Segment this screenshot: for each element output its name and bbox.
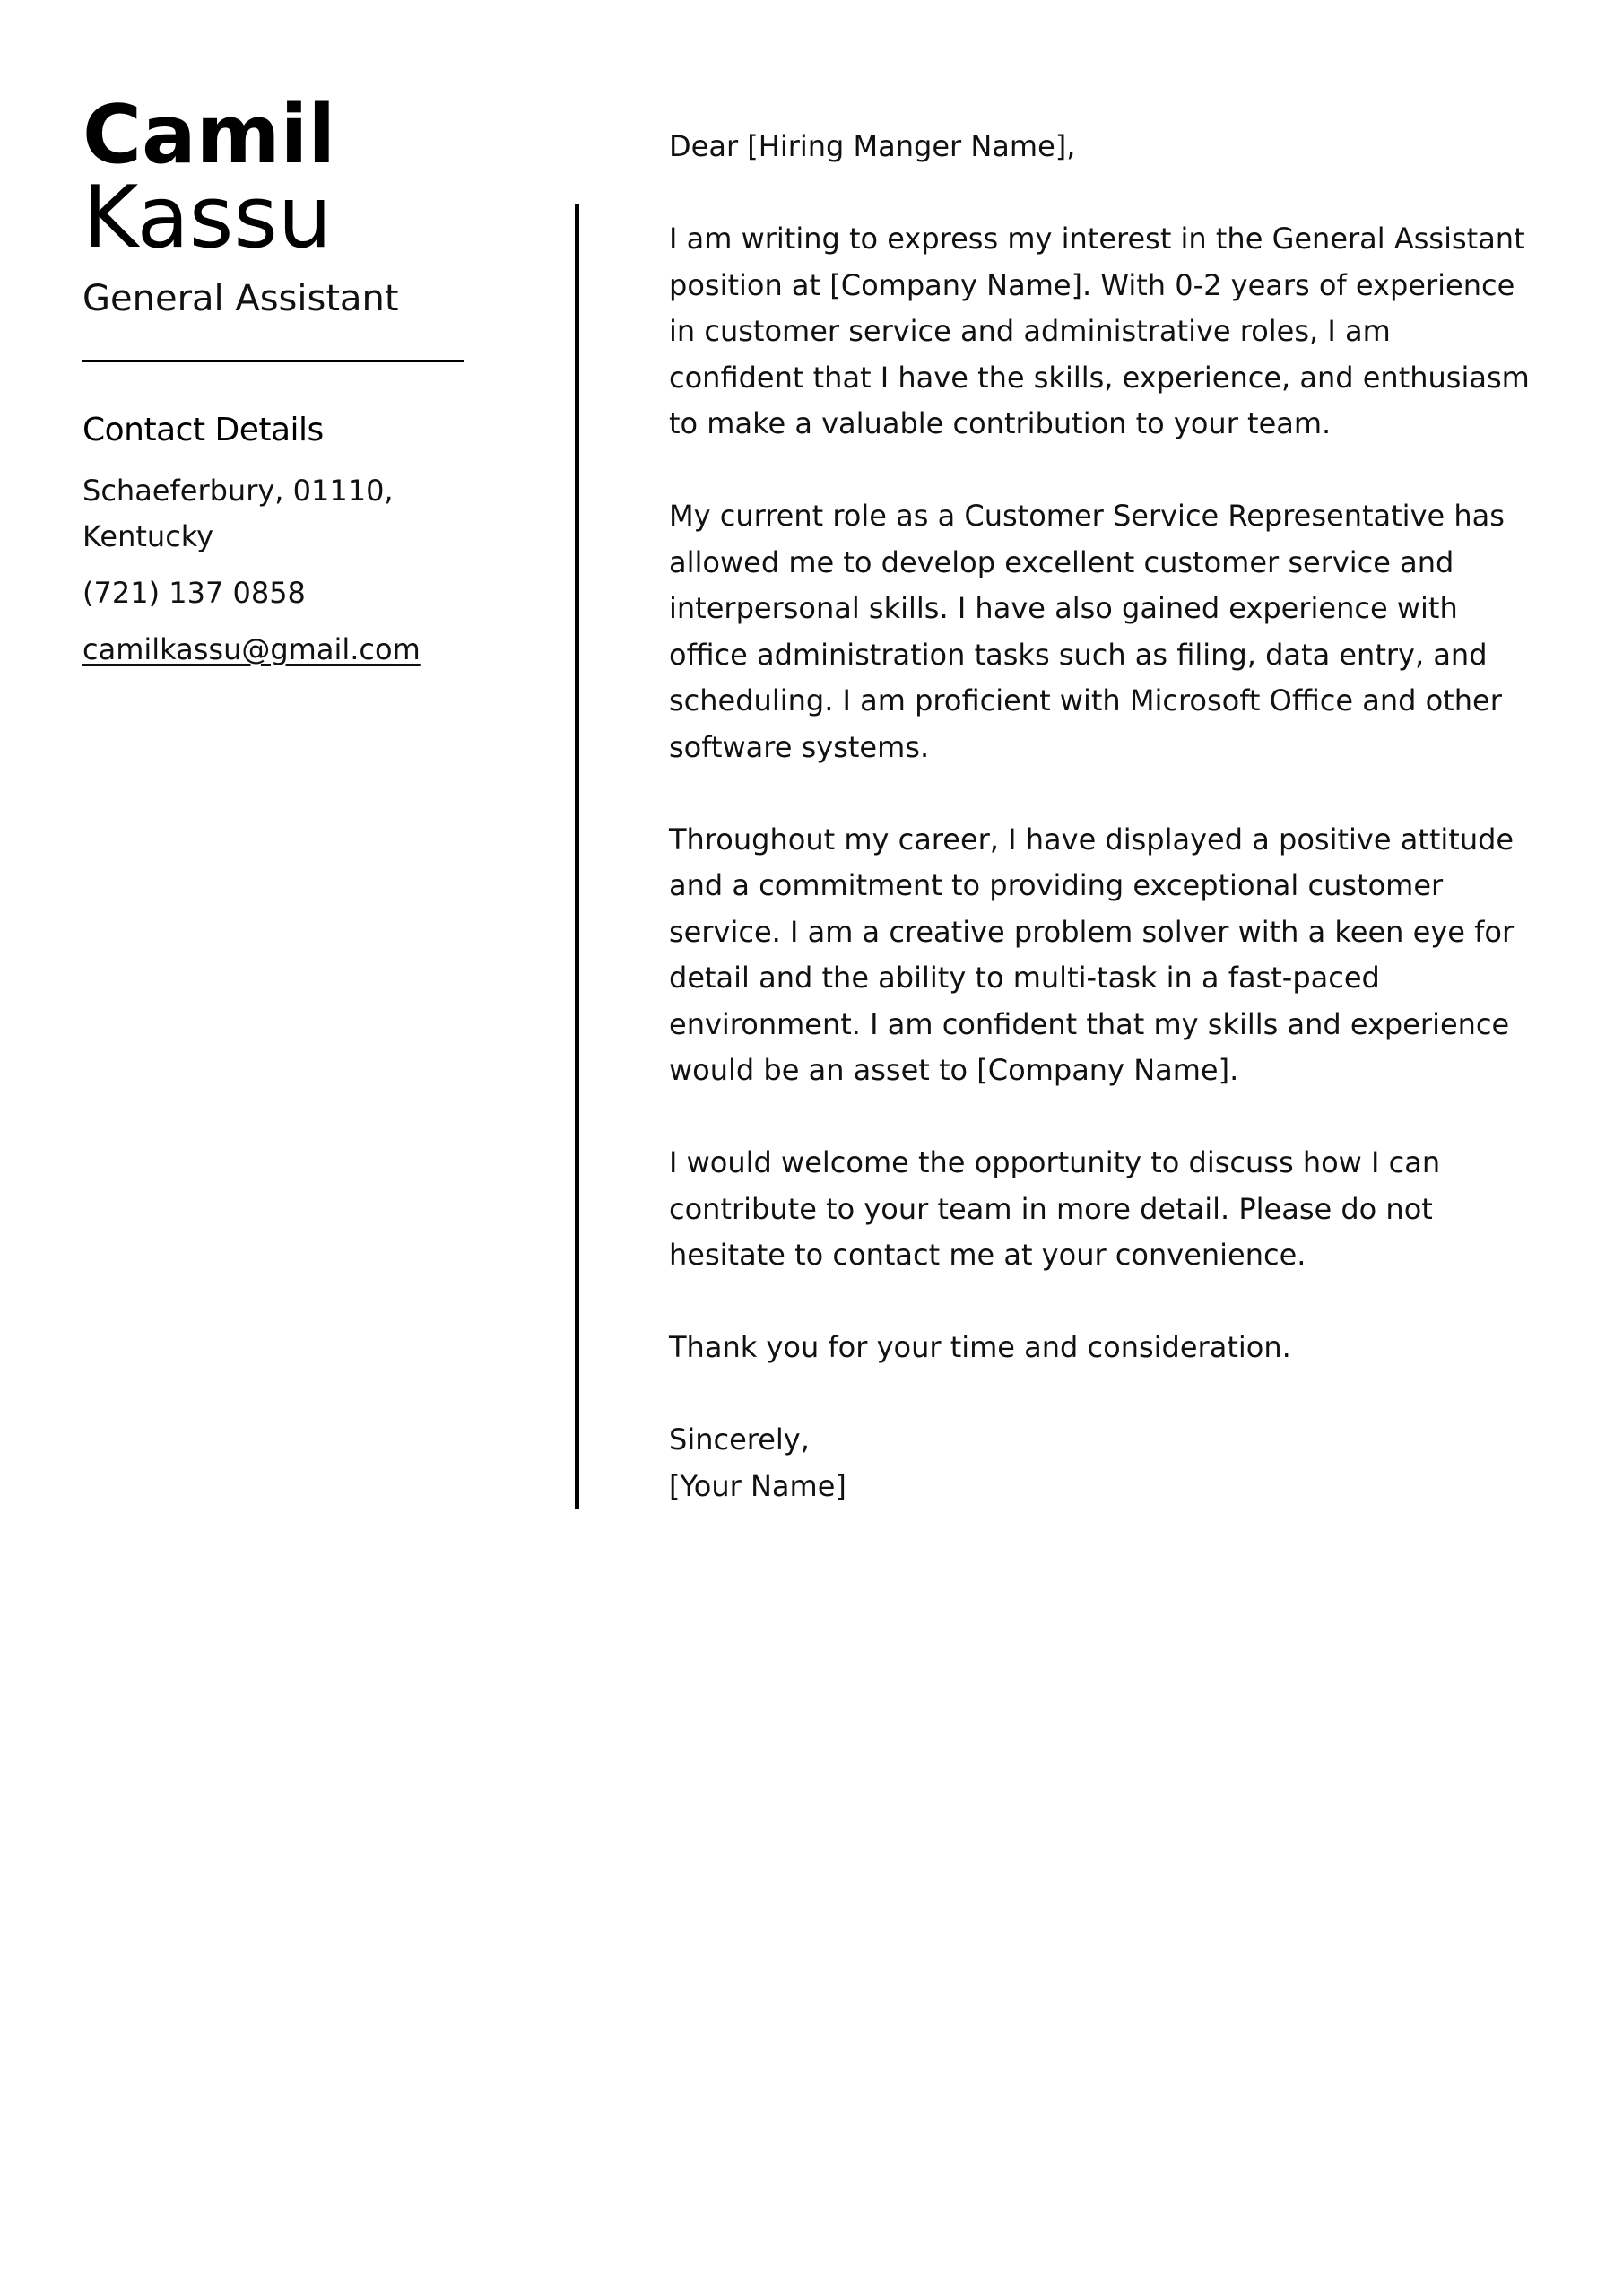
last-name: Kassu <box>82 169 333 267</box>
first-name: Camil <box>82 88 336 182</box>
contact-phone: (721) 137 0858 <box>82 576 306 610</box>
letter-paragraph: Thank you for your time and consideration. <box>669 1330 1291 1364</box>
letter-paragraph: I am writing to express my interest in the General Assistant position at [Company Name]. With 0-2 years of experience in customer service and administrative roles, I am confident that I have the skills, experience, and enthusiasm to make a valuable contribution to your team. <box>669 222 1530 440</box>
contact-details-heading: Contact Details <box>82 412 324 448</box>
sidebar-divider <box>82 360 464 362</box>
job-title: General Assistant <box>82 278 399 319</box>
letter-paragraph: I would welcome the opportunity to discuss how I can contribute to your team in more detail. Please do not hesitate to contact me at your convenience. <box>669 1145 1441 1272</box>
letter-greeting: Dear [Hiring Manger Name], <box>669 129 1076 163</box>
letter-closing: Sincerely, <box>669 1422 810 1457</box>
sidebar <box>82 88 468 673</box>
letter-signature: [Your Name] <box>669 1468 846 1503</box>
letter-paragraph: My current role as a Customer Service Representative has allowed me to develop excellent customer service and interpersonal skills. I have also gained experience with office administration tasks such as filing, data entry, and scheduling. I am proficient with Microsoft Office and other software systems. <box>669 499 1505 764</box>
letter-body <box>669 124 1530 1509</box>
column-divider <box>575 204 579 1509</box>
letter-paragraph: Throughout my career, I have displayed a positive attitude and a commitment to providing exceptional customer service. I am a creative problem solver with a keen eye for detail and the ability to multi-task in a fast-paced environment. I am confident that my skills and experience would be an asset to [Company Name]. <box>669 822 1515 1087</box>
contact-email-link[interactable]: camilkassu@gmail.com <box>82 632 421 666</box>
contact-address: Schaeferbury, 01110, Kentucky <box>82 474 394 553</box>
